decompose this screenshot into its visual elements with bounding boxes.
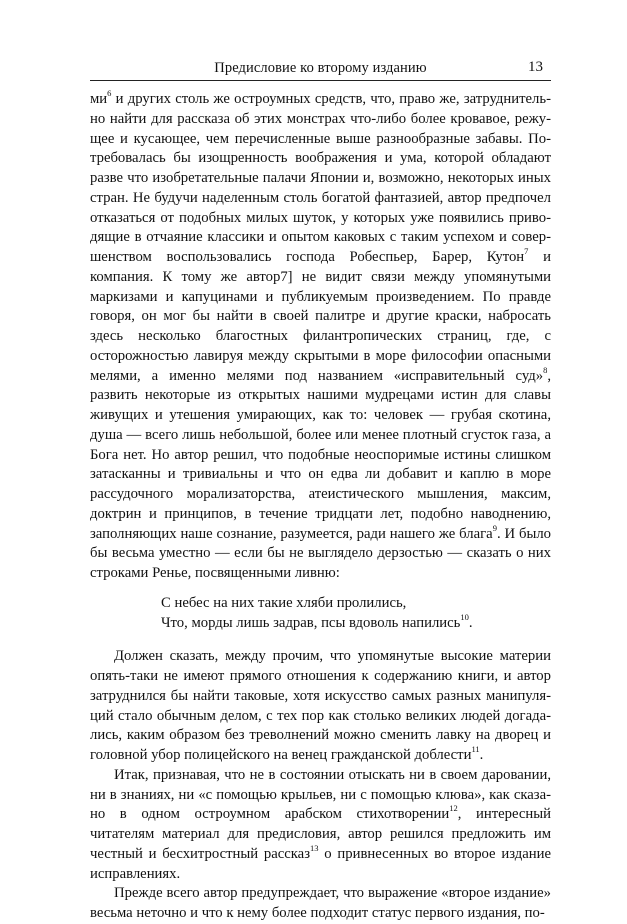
verse-line-2: Что, морды лишь задрав, псы вдоволь напились$^{10}$. <box>161 611 473 631</box>
footnote-ref: 9 <box>492 522 497 533</box>
footnote-ref: 8 <box>543 364 548 375</box>
header-title: Предисловие ко второму изданию <box>214 60 427 76</box>
footnote-ref: 12 <box>449 803 458 814</box>
verse-line-1: С небес на них такие хляби пролились, <box>161 594 407 611</box>
running-header <box>90 58 551 81</box>
paragraph: $ми^6$ и других столь же остроумных средств, что, право же, затруднительно найти для рассказа об этих монстрах что-либо более кровавое, режущее и кусающее, чем перечисленные выше разнообразные забавы. Потребовалась бы изощренность воображения и ума, которой обладают разве что изобретательные палачи Японии и, возможно, некоторых иных стран. Не будучи наделенным столь богатой фантазией, автор предпочел отказаться от подобных милых шуток, у которых уже появились приводящие в отчаяние классики и опытом каковых с таким успехом и совершенством воспользовались господа Робеспьер, Барер, Кутон$^7$ и компания. К тому же автор7] не видит связи между упомянутыми маркизами и капуцинами и публикуемым произведением. По правде говоря, он мог бы найти в своей палитре и другие краски, набросать здесь несколько благостных филантропических страниц, где, с осторожностью лавируя между скрытыми в море философии опасными мелями, а именно мелями под названием «исправительный суд»$^8$, развить некоторые из открытых нашими мудрецами истин для славы живущих и утешения умирающих, как то: человек — грубая скотина, душа — всего лишь небольшой, более или менее плотный сгусток газа, а Бога нет. Но автор решил, что подобные неоспоримые истины слишком затасканны и тривиальны и что он едва ли добавит и каплю в море рассудочного морализаторства, атеистического мышления, максим, доктрин и принципов, в течение тридцати лет, подобно наводнению, заполняющих наше сознание, разумеется, ради нашего же блага$^9$. И было бы весьма уместно — если бы не выглядело дерзостью — сказать о них строками Ренье, посвященными ливню: <box>90 88 551 581</box>
body-text <box>90 90 551 924</box>
footnote-ref: 13 <box>310 842 319 853</box>
paragraphs-after-verse <box>90 647 551 924</box>
footnote-ref: 7 <box>524 246 529 257</box>
footnote-ref: 11 <box>471 744 480 755</box>
paragraphs-before-verse <box>90 90 551 584</box>
paragraph: Прежде всего автор предупреждает, что выражение «второе издание» весьма неточно и что к нему более подходит статус первого издания, по- <box>90 885 551 921</box>
page-number: 13 <box>528 59 543 75</box>
paragraph: Итак, признавая, что не в состоянии отыскать ни в своем даровании, ни в знаниях, ни «с помощью крыльев, ни с помощью клюва», как сказано в одном остроумном арабском стихотворении$^{12}$, интересный читателям материал для предисловия, автор решился предложить им честный и бесхитростный рассказ$^{13}$ о привнесенных во второе издание исправлениях. <box>90 766 551 882</box>
footnote-ref: 10 <box>460 611 469 622</box>
paragraph: Должен сказать, между прочим, что упомянутые высокие материи опять-таки не имеют прямого отношения к содержанию книги, и автор затруднился бы найти таковые, хотя искусство самых разных манипуляций стало обычным делом, с тех пор как столько великих людей догадались, каким образом без треволнений можно сменить лавку на дворец и головной убор полицейского на венец гражданской доблести$^{11}$. <box>90 648 551 763</box>
verse-quote <box>161 594 551 634</box>
footnote-ref: 6 <box>107 88 112 99</box>
